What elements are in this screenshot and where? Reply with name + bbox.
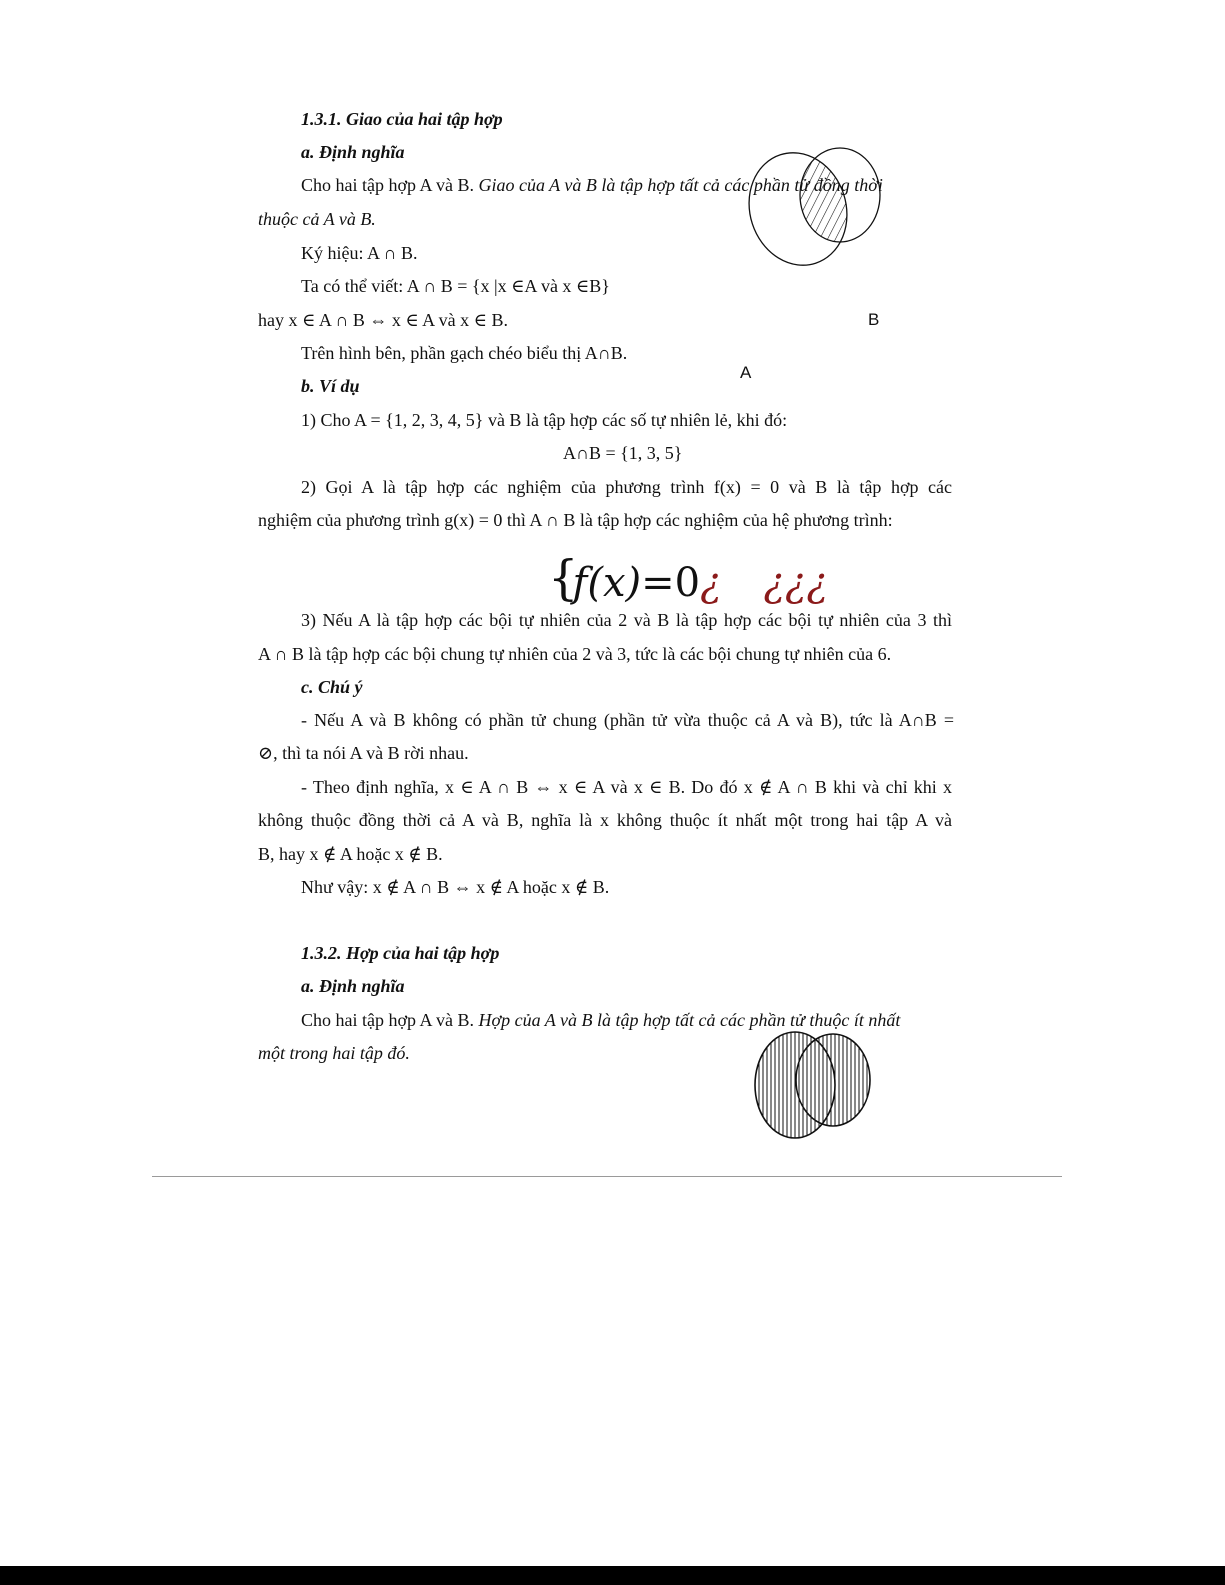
definition-continuation: thuộc cả A và B. bbox=[258, 209, 376, 229]
subheading-definition: a. Định nghĩa bbox=[301, 142, 405, 162]
definition-italic: Giao của A và B là tập hợp tất cả các phần tử đồng thời bbox=[478, 175, 883, 195]
formula-brace: { bbox=[548, 550, 579, 606]
formula-equals: =0 bbox=[641, 560, 701, 606]
note-2-line-3: B, hay x ∉ A hoặc x ∉ B. bbox=[258, 844, 443, 864]
section-heading: 1.3.2. Hợp của hai tập hợp bbox=[301, 943, 500, 963]
subheading-definition: a. Định nghĩa bbox=[301, 976, 405, 996]
example-3-line-2: A ∩ B là tập hợp các bội chung tự nhiên của 2 và 3, tức là các bội chung tự nhiên của 6. bbox=[258, 644, 892, 664]
figure-caption: Trên hình bên, phần gạch chéo biểu thị A∩B. bbox=[301, 343, 628, 363]
note-3: Như vậy: x ∉ A ∩ B ⇔ x ∉ A hoặc x ∉ B. bbox=[301, 877, 610, 897]
subheading-examples: b. Ví dụ bbox=[301, 376, 360, 396]
example-2-line-2: nghiệm của phương trình g(x) = 0 thì A ∩ B là tập hợp các nghiệm của hệ phương trình: bbox=[258, 510, 893, 530]
definition-lead: Cho hai tập hợp A và B. bbox=[301, 1010, 475, 1030]
union-venn-diagram bbox=[750, 1022, 876, 1142]
example-1: 1) Cho A = {1, 2, 3, 4, 5} và B là tập hợp các số tự nhiên lẻ, khi đó: bbox=[301, 410, 788, 430]
subheading-notes: c. Chú ý bbox=[301, 677, 363, 697]
note-2-line-1: - Theo định nghĩa, x ∈ A ∩ B ⇔ x ∈ A và x ∈ B. Do đó x ∉ A ∩ B khi và chỉ khi x bbox=[301, 777, 952, 797]
formula-error-glyphs: ¿¿¿ bbox=[763, 560, 828, 606]
note-1-line-2: ⊘, thì ta nói A và B rời nhau. bbox=[258, 743, 469, 763]
note-2-line-2: không thuộc đồng thời cả A và B, nghĩa là x không thuộc ít nhất một trong hai tập A và bbox=[258, 810, 952, 830]
example-3-line-1: 3) Nếu A là tập hợp các bội tự nhiên của 2 và B là tập hợp các bội tự nhiên của 3 thì bbox=[301, 610, 952, 630]
note-1-line-1: - Nếu A và B không có phần tử chung (phần tử vừa thuộc cả A và B), tức là A∩B = bbox=[301, 710, 954, 730]
system-of-equations bbox=[548, 550, 828, 606]
viewer-bottom-bar bbox=[0, 1566, 1225, 1585]
equivalence-line: hay x ∈ A ∩ B ⇔ x ∈ A và x ∈ B. bbox=[258, 310, 508, 330]
definition-continuation: một trong hai tập đó. bbox=[258, 1043, 410, 1063]
venn-label-a: A bbox=[740, 363, 752, 382]
formula-error-glyph: ¿ bbox=[700, 560, 722, 606]
intersection-hatch bbox=[735, 140, 862, 278]
section-heading: 1.3.1. Giao của hai tập hợp bbox=[301, 109, 503, 129]
venn-label-b: B bbox=[868, 310, 880, 329]
page-divider bbox=[152, 1176, 1062, 1177]
notation-line: Ký hiệu: A ∩ B. bbox=[301, 243, 418, 263]
intersection-venn-diagram bbox=[740, 145, 890, 273]
example-1-result: A∩B = {1, 3, 5} bbox=[563, 443, 683, 463]
example-2-line-1: 2) Gọi A là tập hợp các nghiệm của phương trình f(x) = 0 và B là tập hợp các bbox=[301, 477, 952, 497]
formula-lhs: f(x) bbox=[572, 560, 642, 606]
set-builder-line: Ta có thể viết: A ∩ B = {x |x ∈A và x ∈B} bbox=[301, 276, 610, 296]
definition-lead: Cho hai tập hợp A và B. bbox=[301, 175, 475, 195]
definition-italic: Hợp của A và B là tập hợp tất cả các phần tử thuộc ít nhất bbox=[478, 1010, 901, 1030]
